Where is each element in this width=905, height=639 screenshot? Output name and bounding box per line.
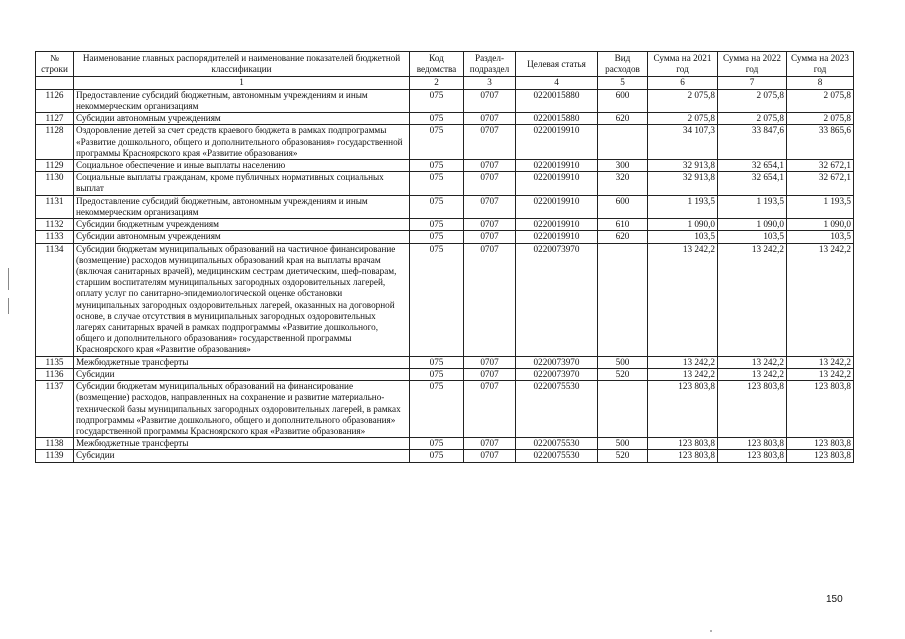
row-name: Оздоровление детей за счет средств краевого бюджета в рамках подпрограммы «Развитие дошкольного, общего и дополнительного образования» государственной программы Красноярского края «Развитие образования» bbox=[74, 125, 410, 160]
sum-2023: 32 672,1 bbox=[787, 172, 854, 195]
section-code: 0707 bbox=[464, 243, 516, 356]
department-code: 075 bbox=[410, 219, 464, 231]
sum-2022: 123 803,8 bbox=[718, 381, 787, 438]
section-code: 0707 bbox=[464, 125, 516, 160]
sum-2022: 32 654,1 bbox=[718, 172, 787, 195]
expense-type bbox=[598, 125, 648, 160]
sum-2021: 1 090,0 bbox=[648, 219, 718, 231]
margin-mark bbox=[8, 268, 9, 290]
sum-2022: 32 654,1 bbox=[718, 159, 787, 171]
sum-2022: 13 242,2 bbox=[718, 243, 787, 356]
department-code: 075 bbox=[410, 125, 464, 160]
table-row bbox=[36, 125, 854, 160]
sum-2023: 32 672,1 bbox=[787, 159, 854, 171]
section-code: 0707 bbox=[464, 159, 516, 171]
row-number: 1130 bbox=[36, 172, 74, 195]
sum-2023: 123 803,8 bbox=[787, 381, 854, 438]
sum-2021: 32 913,8 bbox=[648, 159, 718, 171]
header-target-article: Целевая статья bbox=[516, 52, 598, 77]
sum-2022: 1 193,5 bbox=[718, 195, 787, 218]
department-code: 075 bbox=[410, 113, 464, 125]
header-name: Наименование главных распорядителей и наименование показателей бюджетной классификации bbox=[74, 52, 410, 77]
table-row bbox=[36, 195, 854, 218]
expense-type: 620 bbox=[598, 113, 648, 125]
row-name: Субсидии бюджетам муниципальных образований на финансирование (возмещение) расходов, направленных на сохранение и развитие материально-технической базы муниципальных загородных оздоровительных лагерей, в рамках подпрограммы «Развитие дошкольного, общего и дополнительного образования» государственной программы Красноярского края «Развитие образования» bbox=[74, 381, 410, 438]
sum-2021: 123 803,8 bbox=[648, 381, 718, 438]
column-number-row bbox=[36, 77, 854, 89]
row-number: 1133 bbox=[36, 231, 74, 243]
row-name: Предоставление субсидий бюджетным, автономным учреждениям и иным некоммерческим организациям bbox=[74, 195, 410, 218]
section-code: 0707 bbox=[464, 450, 516, 462]
column-number: 2 bbox=[410, 77, 464, 89]
target-article: 0220019910 bbox=[516, 231, 598, 243]
sum-2021: 13 242,2 bbox=[648, 368, 718, 380]
sum-2022: 103,5 bbox=[718, 231, 787, 243]
sum-2021: 34 107,3 bbox=[648, 125, 718, 160]
sum-2021: 32 913,8 bbox=[648, 172, 718, 195]
sum-2021: 103,5 bbox=[648, 231, 718, 243]
margin-mark bbox=[8, 298, 9, 314]
sum-2023: 1 193,5 bbox=[787, 195, 854, 218]
row-number: 1139 bbox=[36, 450, 74, 462]
expense-type bbox=[598, 381, 648, 438]
row-name: Межбюджетные трансферты bbox=[74, 356, 410, 368]
row-number: 1128 bbox=[36, 125, 74, 160]
sum-2022: 13 242,2 bbox=[718, 368, 787, 380]
row-name: Субсидии bbox=[74, 450, 410, 462]
target-article: 0220015880 bbox=[516, 89, 598, 112]
table-row bbox=[36, 172, 854, 195]
section-code: 0707 bbox=[464, 113, 516, 125]
row-number: 1127 bbox=[36, 113, 74, 125]
header-section: Раздел-подраздел bbox=[464, 52, 516, 77]
row-name: Субсидии автономным учреждениям bbox=[74, 113, 410, 125]
column-number: 4 bbox=[516, 77, 598, 89]
department-code: 075 bbox=[410, 243, 464, 356]
sum-2021: 123 803,8 bbox=[648, 450, 718, 462]
column-number: 3 bbox=[464, 77, 516, 89]
table-row bbox=[36, 243, 854, 356]
header-row-number: № строки bbox=[36, 52, 74, 77]
table-row bbox=[36, 113, 854, 125]
department-code: 075 bbox=[410, 231, 464, 243]
sum-2021: 13 242,2 bbox=[648, 243, 718, 356]
expense-type: 600 bbox=[598, 195, 648, 218]
row-name: Предоставление субсидий бюджетным, автономным учреждениям и иным некоммерческим организациям bbox=[74, 89, 410, 112]
table-row bbox=[36, 219, 854, 231]
target-article: 0220019910 bbox=[516, 195, 598, 218]
target-article: 0220073970 bbox=[516, 368, 598, 380]
target-article: 0220019910 bbox=[516, 219, 598, 231]
sum-2021: 13 242,2 bbox=[648, 356, 718, 368]
target-article: 0220019910 bbox=[516, 172, 598, 195]
scan-speck bbox=[710, 630, 712, 632]
row-name: Субсидии bbox=[74, 368, 410, 380]
row-number: 1136 bbox=[36, 368, 74, 380]
department-code: 075 bbox=[410, 368, 464, 380]
section-code: 0707 bbox=[464, 356, 516, 368]
target-article: 0220075530 bbox=[516, 438, 598, 450]
header-sum-2023: Сумма на 2023 год bbox=[787, 52, 854, 77]
section-code: 0707 bbox=[464, 381, 516, 438]
header-expense-type: Вид расходов bbox=[598, 52, 648, 77]
page-number: 150 bbox=[826, 594, 843, 605]
department-code: 075 bbox=[410, 356, 464, 368]
sum-2021: 1 193,5 bbox=[648, 195, 718, 218]
target-article: 0220073970 bbox=[516, 356, 598, 368]
sum-2022: 123 803,8 bbox=[718, 438, 787, 450]
row-number: 1131 bbox=[36, 195, 74, 218]
table-row bbox=[36, 450, 854, 462]
table-row bbox=[36, 381, 854, 438]
column-number: 5 bbox=[598, 77, 648, 89]
department-code: 075 bbox=[410, 381, 464, 438]
row-name: Социальное обеспечение и иные выплаты населению bbox=[74, 159, 410, 171]
sum-2022: 123 803,8 bbox=[718, 450, 787, 462]
budget-table bbox=[35, 51, 854, 463]
table-row bbox=[36, 89, 854, 112]
department-code: 075 bbox=[410, 172, 464, 195]
sum-2021: 2 075,8 bbox=[648, 89, 718, 112]
target-article: 0220019910 bbox=[516, 125, 598, 160]
section-code: 0707 bbox=[464, 368, 516, 380]
department-code: 075 bbox=[410, 159, 464, 171]
sum-2022: 13 242,2 bbox=[718, 356, 787, 368]
expense-type: 300 bbox=[598, 159, 648, 171]
target-article: 0220075530 bbox=[516, 381, 598, 438]
department-code: 075 bbox=[410, 89, 464, 112]
sum-2022: 2 075,8 bbox=[718, 89, 787, 112]
sum-2023: 2 075,8 bbox=[787, 89, 854, 112]
expense-type: 500 bbox=[598, 438, 648, 450]
row-number: 1137 bbox=[36, 381, 74, 438]
row-number: 1129 bbox=[36, 159, 74, 171]
row-name: Социальные выплаты гражданам, кроме публичных нормативных социальных выплат bbox=[74, 172, 410, 195]
column-number: 8 bbox=[787, 77, 854, 89]
department-code: 075 bbox=[410, 195, 464, 218]
expense-type: 500 bbox=[598, 356, 648, 368]
row-number: 1134 bbox=[36, 243, 74, 356]
row-name: Субсидии автономным учреждениям bbox=[74, 231, 410, 243]
expense-type: 620 bbox=[598, 231, 648, 243]
sum-2022: 2 075,8 bbox=[718, 113, 787, 125]
sum-2022: 1 090,0 bbox=[718, 219, 787, 231]
expense-type bbox=[598, 243, 648, 356]
column-number: 7 bbox=[718, 77, 787, 89]
sum-2021: 2 075,8 bbox=[648, 113, 718, 125]
sum-2022: 33 847,6 bbox=[718, 125, 787, 160]
table-row bbox=[36, 231, 854, 243]
target-article: 0220073970 bbox=[516, 243, 598, 356]
header-sum-2022: Сумма на 2022 год bbox=[718, 52, 787, 77]
column-number: 6 bbox=[648, 77, 718, 89]
sum-2021: 123 803,8 bbox=[648, 438, 718, 450]
section-code: 0707 bbox=[464, 195, 516, 218]
sum-2023: 123 803,8 bbox=[787, 450, 854, 462]
row-number: 1126 bbox=[36, 89, 74, 112]
expense-type: 320 bbox=[598, 172, 648, 195]
table-row bbox=[36, 159, 854, 171]
row-number: 1138 bbox=[36, 438, 74, 450]
table-row bbox=[36, 368, 854, 380]
sum-2023: 123 803,8 bbox=[787, 438, 854, 450]
section-code: 0707 bbox=[464, 231, 516, 243]
sum-2023: 103,5 bbox=[787, 231, 854, 243]
row-name: Межбюджетные трансферты bbox=[74, 438, 410, 450]
expense-type: 610 bbox=[598, 219, 648, 231]
section-code: 0707 bbox=[464, 172, 516, 195]
sum-2023: 13 242,2 bbox=[787, 368, 854, 380]
column-number: 1 bbox=[74, 77, 410, 89]
sum-2023: 2 075,8 bbox=[787, 113, 854, 125]
section-code: 0707 bbox=[464, 89, 516, 112]
header-department-code: Код ведомства bbox=[410, 52, 464, 77]
sum-2023: 1 090,0 bbox=[787, 219, 854, 231]
header-sum-2021: Сумма на 2021 год bbox=[648, 52, 718, 77]
sum-2023: 13 242,2 bbox=[787, 243, 854, 356]
sum-2023: 33 865,6 bbox=[787, 125, 854, 160]
header-row bbox=[36, 52, 854, 77]
section-code: 0707 bbox=[464, 438, 516, 450]
department-code: 075 bbox=[410, 450, 464, 462]
sum-2023: 13 242,2 bbox=[787, 356, 854, 368]
column-number bbox=[36, 77, 74, 89]
row-name: Субсидии бюджетам муниципальных образований на частичное финансирование (возмещение) расходов муниципальных образований края на выплаты врачам (включая санитарных врачей), медицинским сестрам диетическим, шеф-поварам, старшим воспитателям муниципальных загородных оздоровительных лагерей, оплату услуг по санитарно-эпидемиологической оценке обстановки муниципальных загородных оздоровительных лагерей, оказанных на договорной основе, в случае отсутствия в муниципальных загородных оздоровительных лагерях санитарных врачей в рамках подпрограммы «Развитие дошкольного, общего и дополнительного образования» государственной программы Красноярского края «Развитие образования» bbox=[74, 243, 410, 356]
target-article: 0220019910 bbox=[516, 159, 598, 171]
section-code: 0707 bbox=[464, 219, 516, 231]
table-row bbox=[36, 438, 854, 450]
department-code: 075 bbox=[410, 438, 464, 450]
table-row bbox=[36, 356, 854, 368]
row-number: 1135 bbox=[36, 356, 74, 368]
expense-type: 520 bbox=[598, 368, 648, 380]
target-article: 0220015880 bbox=[516, 113, 598, 125]
row-name: Субсидии бюджетным учреждениям bbox=[74, 219, 410, 231]
expense-type: 600 bbox=[598, 89, 648, 112]
row-number: 1132 bbox=[36, 219, 74, 231]
expense-type: 520 bbox=[598, 450, 648, 462]
target-article: 0220075530 bbox=[516, 450, 598, 462]
